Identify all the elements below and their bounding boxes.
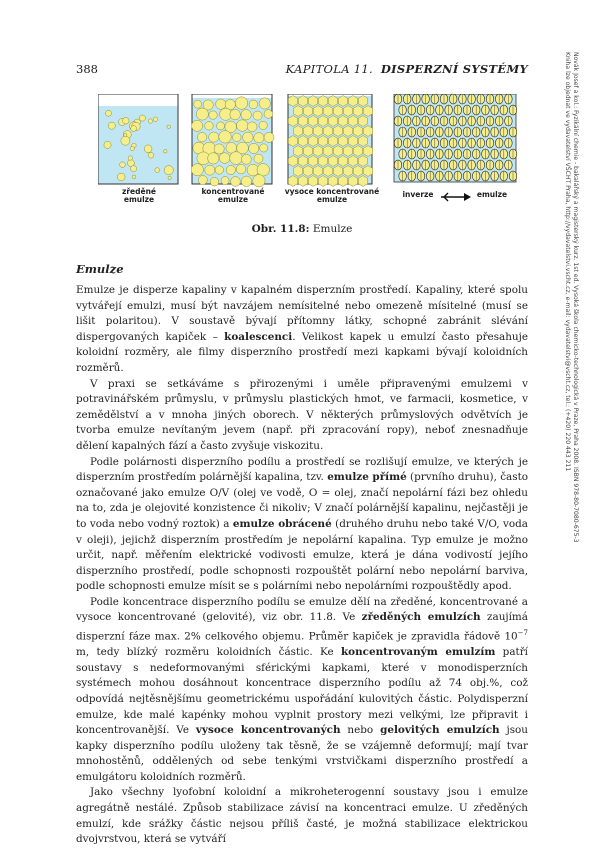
paragraph-3: Podle polárnosti disperzního podílu a prostředí se rozlišují emulze, ve kterých je disperzním prostředím polárnější kapalina, tzv. emulze přímé (prvního druhu), často označované jako emulze O/V (olej ve vodě, O = olej, značí nepolární fázi bez ohledu na to, zda je olejovité konzistence či nikoliv; V značí polárnější kapalinu, nejčastěji je to voda nebo vodný roztok) a emulze obrácené (druhého druhu nebo také V/O, voda v oleji), jejichž disperzním prostředím je nepolární kapalina. Typ emulze je možno určit, např. měřením elektrické vodivosti emulze, která je dána vodivostí jejího disperzního prostředí, podle schopnosti rozpouštět polární nebo nepolární barviva, podle schopnosti emulze mísit se s polárními nebo nepolárními rozpouštědly apod. bbox=[76, 455, 529, 593]
panel-label-highly-concentrated: vysoce koncentrované emulze bbox=[284, 187, 380, 204]
panel-label-inverse-emulsion: emulze bbox=[476, 190, 508, 199]
panel-concentrated-emulsion bbox=[191, 94, 274, 187]
figure-caption bbox=[76, 223, 528, 235]
panel-inverse-emulsion bbox=[394, 94, 517, 182]
page-number: 388 bbox=[76, 62, 98, 76]
emulsion-figure bbox=[98, 94, 518, 212]
side-note-line2: Kniha lze objednat ve vydavatelství VŠCHT Praha, http://vydavatelstvi.vscht.cz, e-mail: vydavatelstvi@vscht.cz, tel.: (+420) 220 443 211 bbox=[564, 52, 571, 472]
page-header bbox=[76, 62, 528, 80]
paragraph-2: V praxi se setkáváme s přirozenými i uměle připravenými emulzemi v potravinářském průmyslu, v průmyslu plastických hmot, ve farmacii, kosmetice, v zemědělství a v mnoha jiných oborech. V některých průmyslových odvětvích je tvorba emulze nevítaným jevem (např. při zpracování ropy), neboť znesnadňuje dělení kapalných fází a často zvyšuje viskozitu. bbox=[76, 377, 528, 452]
caption-text: Emulze bbox=[312, 223, 353, 235]
chapter-heading bbox=[286, 62, 528, 76]
side-note bbox=[565, 52, 579, 612]
panel-highly-concentrated-emulsion bbox=[288, 94, 373, 186]
chapter-title: DISPERZNÍ SYSTÉMY bbox=[380, 62, 528, 76]
section-title: Emulze bbox=[76, 262, 124, 276]
side-note-line1: Novák Josef a kol.: Fyzikální chemie - bakalářský a magisterský kurz. 1st ed. Vysoká škola chemicko-technologická v Praze, Praha 2008. ISBN 978-80-7080-675-3 bbox=[572, 52, 579, 543]
paragraph-5: Jako všechny lyofobní koloidní a mikroheterogenní soustavy jsou i emulze agregátně nestálé. Způsob stabilizace závisí na koncentraci emulze. U zředěných emulzí, kde srážky částic nejsou příliš časté, je možná stabilizace elektrickou dvojvrstvou, která se vytváří bbox=[76, 786, 528, 846]
paragraph-4: Podle koncentrace disperzního podílu se emulze dělí na zředěné, koncentrované a vysoce koncentrované (gelovité), viz obr. 11.8. Ve zředěných emulzích zaujímá disperzní fáze max. 2% celkového objemu. Průměr kapiček je zpravidla řádově $10^{-7}$ m, tedy blízký rozměru koloidních částic. Ke koncentrovaným emulzím patří soustavy s nedeformovanými sférickými kapkami, které v monodisperzních systémech mohou dosáhnout koncentrace disperzního podílu až 74 obj.%, což odpovídá nejtěsnějšímu geometrickému uspořádání kulovitých částic. Polydisperzní emulze, kde malé kapénky mohou vyplnit prostory mezi velkými, lze připravit i koncentrovanější. Ve vysoce koncentrovaných nebo gelovitých emulzích jsou kapky disperzního podílu uloženy tak těsně, že se vzájemně deformují; mají tvar mnohostěnů, oddělených od sebe tenkými vrstvičkami disperzního prostředí a emulgátoru koloidních rozměrů. bbox=[76, 595, 528, 783]
body-text bbox=[76, 283, 528, 848]
panel-dilute-emulsion bbox=[98, 94, 178, 184]
panel-label-dilute: zředěné emulze bbox=[121, 187, 157, 204]
arrow-icon bbox=[441, 193, 471, 201]
panel-label-inverse: inverze bbox=[402, 190, 434, 199]
chapter-prefix: KAPITOLA 11. bbox=[285, 62, 373, 76]
caption-label: Obr. 11.8: bbox=[251, 223, 310, 235]
paragraph-1: Emulze je disperze kapaliny v kapalném disperzním prostředí. Kapaliny, které spolu vytvářejí emulzi, musí být navzájem nemísitelné nebo omezeně mísitelné (musí se lišit polaritou). V soustavě bývají přítomny látky, schopné zabránit slévání dispergovaných kapiček – koalescenci. Velikost kapek u emulzí často přesahuje koloidní rozměry, ale filmy disperzního prostředí mezi kapkami bývají koloidních rozměrů. bbox=[76, 284, 528, 374]
panel-label-concentrated: koncentrované emulze bbox=[201, 187, 265, 204]
